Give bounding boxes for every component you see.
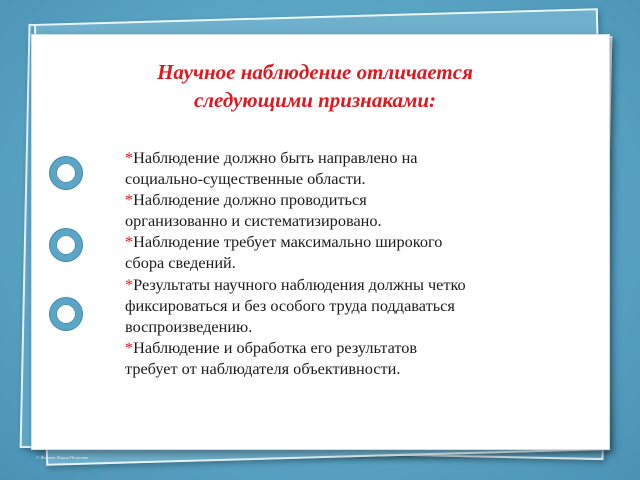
bullet-text: Наблюдение должно быть направлено на: [133, 148, 418, 167]
bullet-marker: *: [125, 148, 134, 167]
bullet-marker: *: [125, 232, 134, 252]
bullet-text: Наблюдение требует максимально широкого: [133, 232, 443, 252]
bullet-list: [125, 147, 545, 379]
bullet-line: воспроизведению.: [125, 316, 253, 336]
bullet-line: [125, 231, 545, 252]
bullet-text: Наблюдение и обработка его результатов: [133, 337, 418, 357]
bullet-line: организованно и систематизировано.: [125, 211, 382, 231]
bullet-line: [125, 274, 545, 295]
bullet-marker: *: [125, 190, 134, 210]
ring-icon: [50, 298, 82, 330]
bullet-line: [125, 189, 545, 210]
title-line: следующими признаками:: [193, 88, 437, 112]
bullet-text: Наблюдение должно проводиться: [133, 190, 367, 210]
bullet-line: [125, 147, 545, 168]
bullet-marker: *: [125, 274, 134, 294]
bullet-line: требует от наблюдателя объективности.: [125, 358, 401, 378]
ring-icon: [50, 157, 82, 189]
bullet-text: Результаты научного наблюдения должны четко: [133, 274, 466, 294]
slide-title: [80, 58, 550, 114]
copyright-footer: © Фокина Лидия Петровна: [36, 455, 89, 460]
bullet-line: фиксироваться и без особого труда поддаваться: [125, 295, 455, 315]
bullet-line: сбора сведений.: [125, 253, 236, 273]
ring-icon: [50, 229, 82, 261]
title-line: Научное наблюдение отличается: [157, 60, 473, 84]
bullet-line: [125, 337, 545, 358]
bullet-line: социально-существенные области.: [125, 169, 366, 189]
bullet-marker: *: [125, 337, 134, 357]
